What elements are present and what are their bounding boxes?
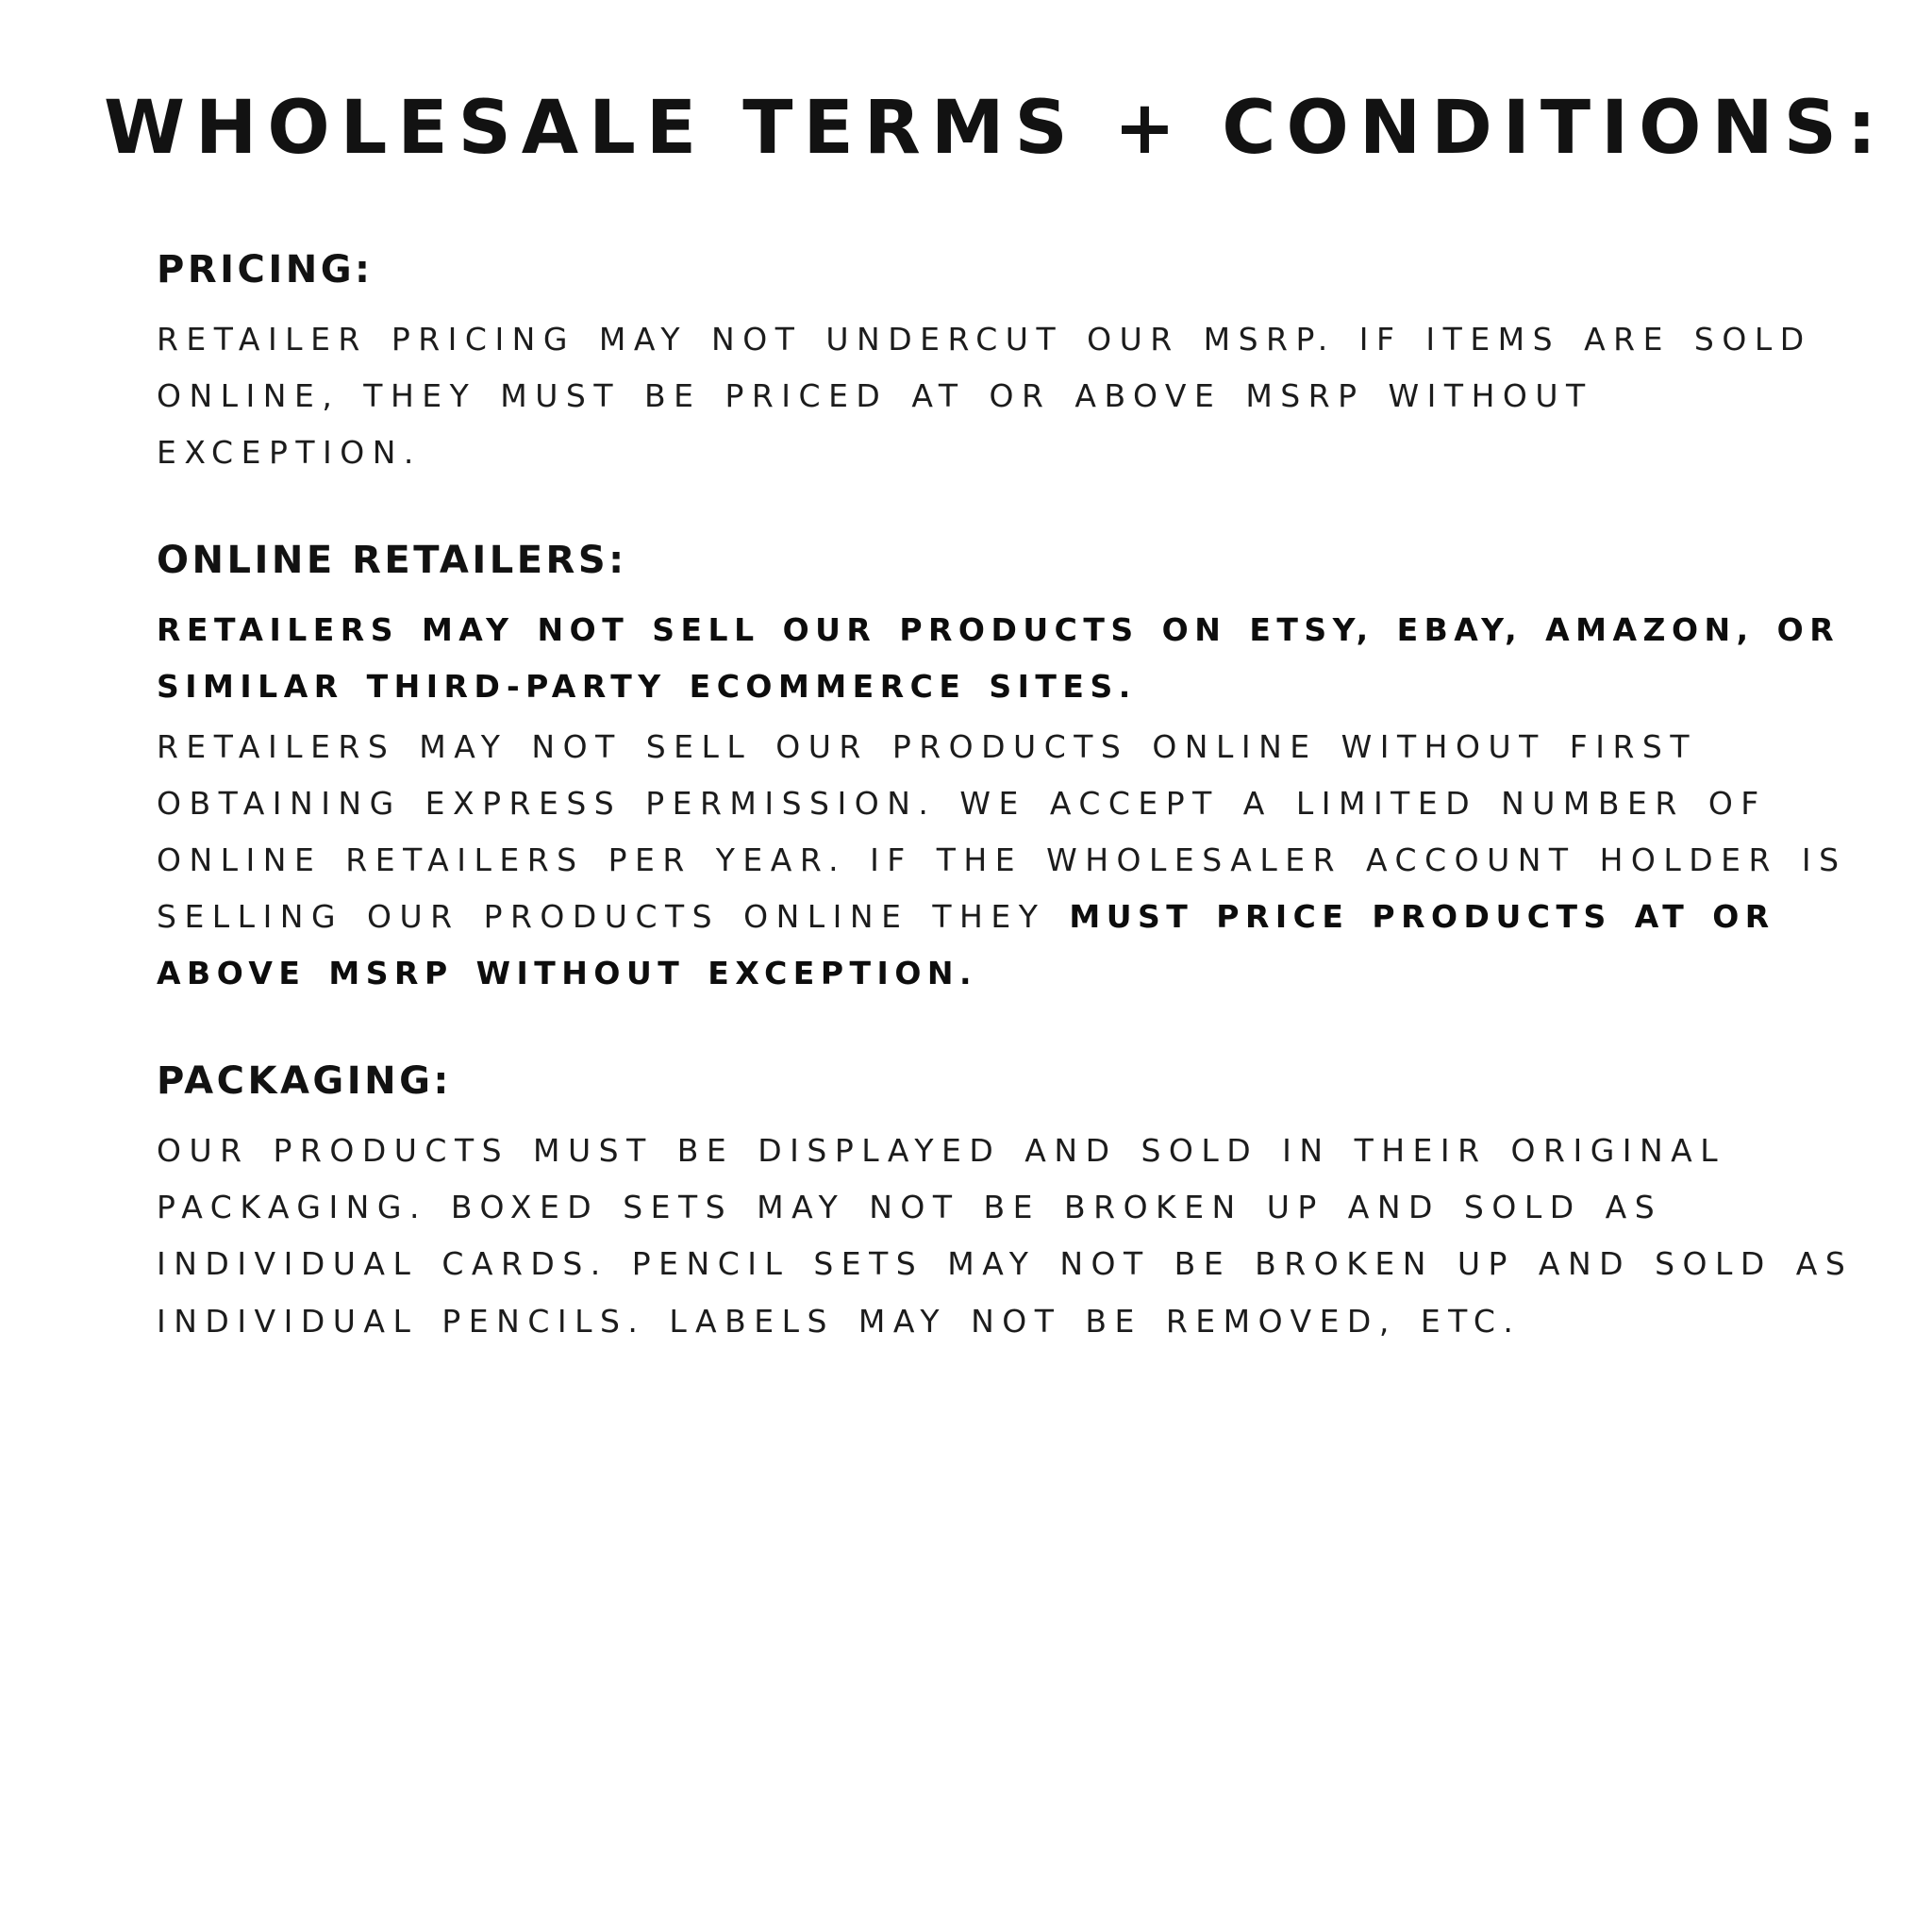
section-packaging bbox=[104, 1060, 1866, 1349]
section-pricing bbox=[104, 249, 1866, 481]
section-body-online-retailers-lead: RETAILERS MAY NOT SELL OUR PRODUCTS ON ETSY, EBAY, AMAZON, OR SIMILAR THIRD-PARTY ECOMMERCE SITES. bbox=[157, 611, 1840, 706]
page-title: WHOLESALE TERMS + CONDITIONS: bbox=[104, 86, 1888, 171]
section-body-online-retailers-regular: RETAILERS MAY NOT SELL OUR PRODUCTS ONLINE WITHOUT FIRST OBTAINING EXPRESS PERMISSION. WE ACCEPT A LIMITED NUMBER OF ONLINE RETAILERS PER YEAR. IF THE WHOLESALER ACCOUNT HOLDER IS SELLING OUR PRODUCTS ONLINE THEY bbox=[157, 728, 1847, 936]
section-body-online-retailers bbox=[157, 719, 1864, 1002]
section-heading-packaging: PACKAGING: bbox=[157, 1059, 452, 1104]
section-heading-pricing: PRICING: bbox=[157, 247, 374, 291]
section-heading-online-retailers: ONLINE RETAILERS: bbox=[157, 539, 627, 583]
section-online-retailers bbox=[104, 540, 1866, 1002]
section-body-packaging: OUR PRODUCTS MUST BE DISPLAYED AND SOLD IN THEIR ORIGINAL PACKAGING. BOXED SETS MAY NOT BE BROKEN UP AND SOLD AS INDIVIDUAL CARDS. PENCIL SETS MAY NOT BE BROKEN UP AND SOLD AS INDIVIDUAL PENCILS. LABELS MAY NOT BE REMOVED, ETC. bbox=[157, 1132, 1854, 1340]
section-body-online-retailers-emphasis: MUST PRICE PRODUCTS AT OR ABOVE MSRP WITHOUT EXCEPTION. bbox=[157, 898, 1775, 992]
section-body-pricing: RETAILER PRICING MAY NOT UNDERCUT OUR MSRP. IF ITEMS ARE SOLD ONLINE, THEY MUST BE PRICED AT OR ABOVE MSRP WITHOUT EXCEPTION. bbox=[157, 320, 1812, 471]
